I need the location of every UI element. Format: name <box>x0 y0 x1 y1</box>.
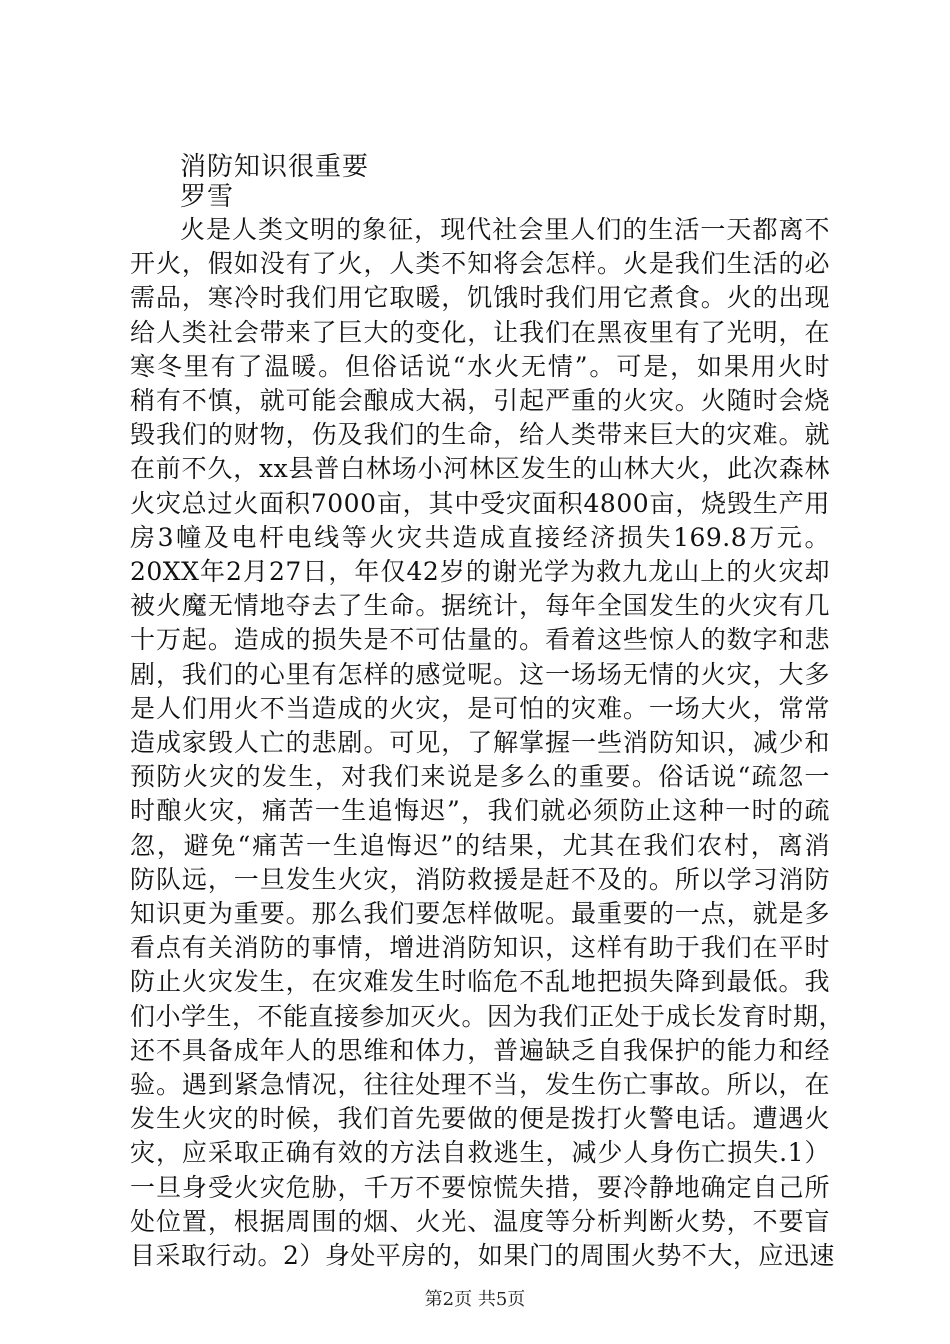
body-line: 在前不久，xx县普白林场小河林区发生的山林大火，此次森林 <box>130 454 830 484</box>
body-line: 忽，避免“痛苦一生追悔迟”的结果，尤其在我们农村，离消 <box>130 830 830 860</box>
body-line: 还不具备成年人的思维和体力，普遍缺乏自我保护的能力和经 <box>130 1035 830 1065</box>
body-line: 20XX年2月27日，年仅42岁的谢光学为救九龙山上的火灾却 <box>130 557 830 587</box>
body-line: 火是人类文明的象征，现代社会里人们的生活一天都离不 <box>180 215 830 244</box>
page-number-footer: 第2页 共5页 <box>424 1289 526 1310</box>
body-line: 知识更为重要。那么我们要怎样做呢。最重要的一点，就是多 <box>130 899 830 929</box>
body-line: 造成家毁人亡的悲剧。可见，了解掌握一些消防知识，减少和 <box>130 728 830 758</box>
body-line: 灾，应采取正确有效的方法自救逃生，减少人身伤亡损失.1） <box>130 1138 830 1168</box>
body-line: 目采取行动。2）身处平房的，如果门的周围火势不大，应迅速 <box>130 1241 835 1271</box>
body-line: 被火魔无情地夺去了生命。据统计，每年全国发生的火灾有几 <box>130 591 830 621</box>
body-line: 是人们用火不当造成的火灾，是可怕的灾难。一场大火，常常 <box>130 693 830 723</box>
body-line: 处位置，根据周围的烟、火光、温度等分析判断火势，不要盲 <box>130 1206 830 1236</box>
body-line: 一旦身受火灾危胁，千万不要惊慌失措，要冷静地确定自己所 <box>130 1172 830 1202</box>
body-line: 毁我们的财物，伤及我们的生命，给人类带来巨大的灾难。就 <box>130 420 830 450</box>
body-line: 开火，假如没有了火，人类不知将会怎样。火是我们生活的必 <box>130 249 830 279</box>
body-line: 看点有关消防的事情，增进消防知识，这样有助于我们在平时 <box>130 933 830 963</box>
body-line: 验。遇到紧急情况，往往处理不当，发生伤亡事故。所以，在 <box>130 1070 830 1100</box>
document-author: 罗雪 <box>180 182 235 212</box>
body-line: 给人类社会带来了巨大的变化，让我们在黑夜里有了光明，在 <box>130 317 830 347</box>
body-line: 时酿火灾，痛苦一生追悔迟”，我们就必须防止这种一时的疏 <box>130 796 830 826</box>
body-line: 寒冬里有了温暖。但俗话说“水火无情”。可是，如果用火时 <box>130 351 830 381</box>
body-line: 防止火灾发生，在灾难发生时临危不乱地把损失降到最低。我 <box>130 967 830 997</box>
body-line: 发生火灾的时候，我们首先要做的便是拨打火警电话。遭遇火 <box>130 1104 830 1134</box>
body-line: 十万起。造成的损失是不可估量的。看着这些惊人的数字和悲 <box>130 625 830 655</box>
body-line: 房3幢及电杆电线等火灾共造成直接经济损失169.8万元。 <box>130 522 830 552</box>
body-line: 剧，我们的心里有怎样的感觉呢。这一场场无情的火灾，大多 <box>130 659 830 689</box>
body-line: 需品，寒冷时我们用它取暖，饥饿时我们用它煮食。火的出现 <box>130 283 830 313</box>
body-text <box>130 213 845 1273</box>
body-line: 防队远，一旦发生火灾，消防救援是赶不及的。所以学习消防 <box>130 864 830 894</box>
document-title: 消防知识很重要 <box>180 152 370 182</box>
body-line: 稍有不慎，就可能会酿成大祸，引起严重的火灾。火随时会烧 <box>130 386 830 416</box>
body-line: 预防火灾的发生，对我们来说是多么的重要。俗话说“疏忽一 <box>130 762 830 792</box>
body-line: 们小学生，不能直接参加灭火。因为我们正处于成长发育时期， <box>130 1001 845 1031</box>
body-line: 火灾总过火面积7000亩，其中受灾面积4800亩，烧毁生产用 <box>130 488 830 518</box>
